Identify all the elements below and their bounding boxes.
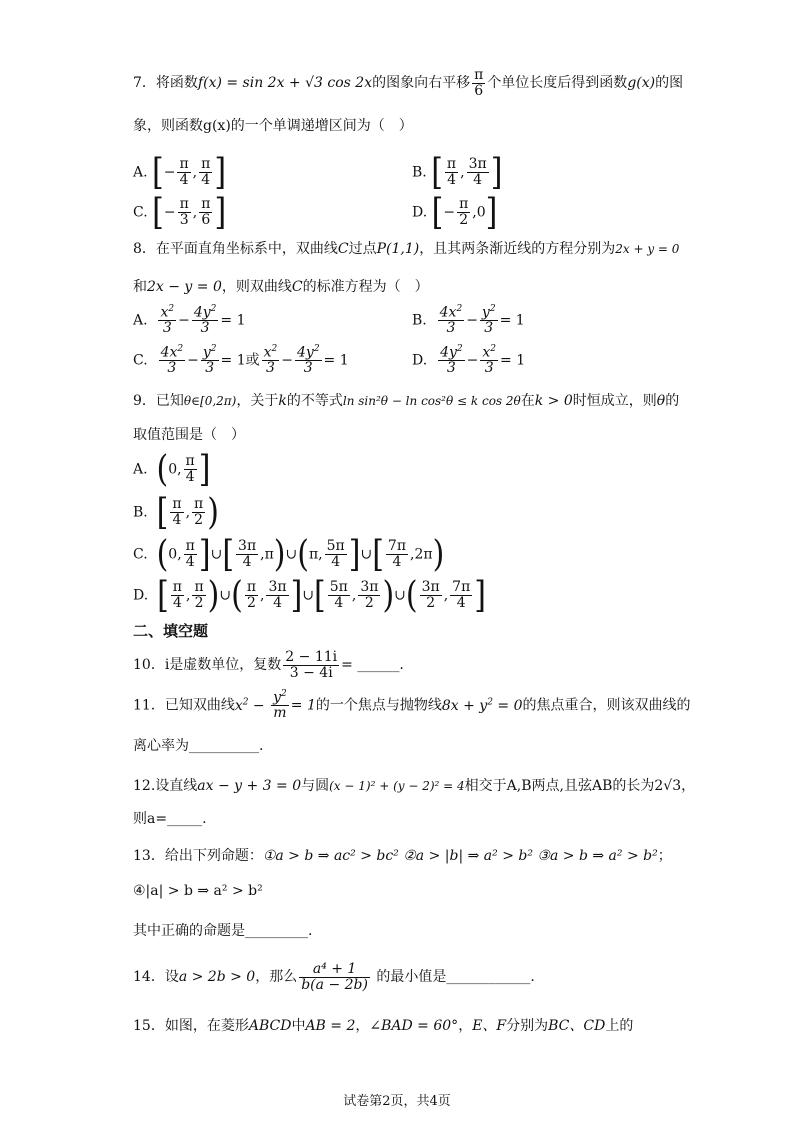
- q12-line1: 12.设直线ax − y + 3 = 0与圆(x − 1)² + (y − 2)² = 4相交于A,B两点,且弦AB的长为2√3，: [133, 778, 696, 794]
- q11-line2: 离心率为__________.: [133, 738, 264, 754]
- q8-option-b: B. $\frac{4x^2}{3}$ − $\frac{y^2}{3}$ = 1: [412, 304, 525, 337]
- q7-option-b: B. [ $\frac{\pi}{4}$ , $\frac{3\pi}{4}$ ]: [412, 151, 503, 194]
- q13-line2: ④|a| > b ⇒ a² > b²: [133, 883, 263, 899]
- q8-stem-line2: 和2x − y = 0，则双曲线C的标准方程为（ ）: [133, 279, 429, 295]
- q9-option-a: A. (0, $\frac{\pi}{4}$ ]: [133, 448, 211, 491]
- q7-option-c: C. [− $\frac{\pi}{3}$ , $\frac{\pi}{6}$ ]: [133, 191, 227, 234]
- q7-stem-line1: [133, 68, 683, 98]
- q7-gx: g(x): [627, 75, 656, 92]
- q8-option-d: D. $\frac{4y^2}{3}$ − $\frac{x^2}{3}$ = 1: [412, 344, 526, 377]
- q9-option-b: B. [ $\frac{\pi}{4}$ , $\frac{\pi}{2}$ ): [133, 491, 219, 534]
- q7-text3: 的图: [655, 75, 684, 92]
- q7-shift-fraction: $\frac{\pi}{6}$: [474, 67, 484, 99]
- q9-option-c: C. (0, $\frac{\pi}{4}$ ]∪[ $\frac{3\pi}{4}$ ,π)∪(π, $\frac{5\pi}{4}$ ]∪[ $\frac{7\pi}{4}$ ,2π): [133, 533, 445, 576]
- q9-stem-line1: 9．已知θ∈[0,2π)，关于k的不等式ln sin²θ − ln cos²θ ≤ k cos 2θ在k > 0时恒成立，则θ的: [133, 393, 680, 409]
- q8-stem-line1: 8．在平面直角坐标系中，双曲线C过点P(1,1)，且其两条渐近线的方程分别为2x + y = 0: [133, 241, 680, 257]
- q7-option-d: D. [− $\frac{\pi}{2}$ ,0]: [412, 191, 498, 234]
- q14: 14．设a > 2b > 0，那么 $\frac{\text{a⁴ + 1}}{b(a - 2b)}$ 的最小值是____________.: [133, 961, 535, 993]
- q9-option-d: D. [ $\frac{\pi}{4}$ , $\frac{\pi}{2}$ )∪( $\frac{\pi}{2}$ , $\frac{3\pi}{4}$ ]∪[ $\frac{5\pi}{4}$ , $\frac{3\pi}{2}$ )∪( $\frac{3\pi}{2}$ , $\frac{7\pi}{4}$ ]: [133, 574, 486, 617]
- q8-option-c: C. $\frac{4x^2}{3}$ − $\frac{y^2}{3}$ = 1或 $\frac{x^2}{3}$ − $\frac{4y^2}{3}$ = 1: [133, 344, 349, 377]
- q7-number: 7．将函数: [133, 75, 198, 92]
- q7-text2: 个单位长度后得到函数: [487, 75, 628, 92]
- q7-text: 的图象向右平移: [372, 75, 471, 92]
- section-heading: 二、填空题: [133, 622, 209, 640]
- q13-line3: 其中正确的命题是_________.: [133, 923, 313, 939]
- q13-line1: 13．给出下列命题：①a > b ⇒ ac² > bc² ②a > |b| ⇒ a² > b² ③a > b ⇒ a² > b²；: [133, 848, 672, 864]
- q8-option-a: A. $\frac{x^2}{3}$ − $\frac{4y^2}{3}$ = 1: [133, 304, 246, 337]
- page-footer: 试卷第2页，共4页: [343, 1094, 451, 1109]
- q12-line2: 则a=_____.: [133, 811, 207, 827]
- q11-line1: 11．已知双曲线$x^2$ − $\frac{y^2}{m}$ = 1的一个焦点与抛物线$8x + y^2 = 0$的焦点重合，则该双曲线的: [133, 689, 691, 722]
- q7-option-a: A. [− $\frac{\pi}{4}$ , $\frac{\pi}{4}$ ]: [133, 151, 227, 194]
- q15: 15．如图，在菱形ABCD中AB = 2，∠BAD = 60°，E、F分别为BC、CD上的: [133, 1018, 634, 1034]
- q9-stem-line2: 取值范围是（ ）: [133, 427, 245, 443]
- q7-stem-line2: 象，则函数g(x)的一个单调递增区间为（ ）: [133, 118, 413, 134]
- q7-function: f(x) = sin 2x + √3 cos 2x: [197, 75, 373, 92]
- q10: 10．i是虚数单位，复数 $\frac{2 - 11i}{3 - 4i}$ = ______.: [133, 649, 404, 681]
